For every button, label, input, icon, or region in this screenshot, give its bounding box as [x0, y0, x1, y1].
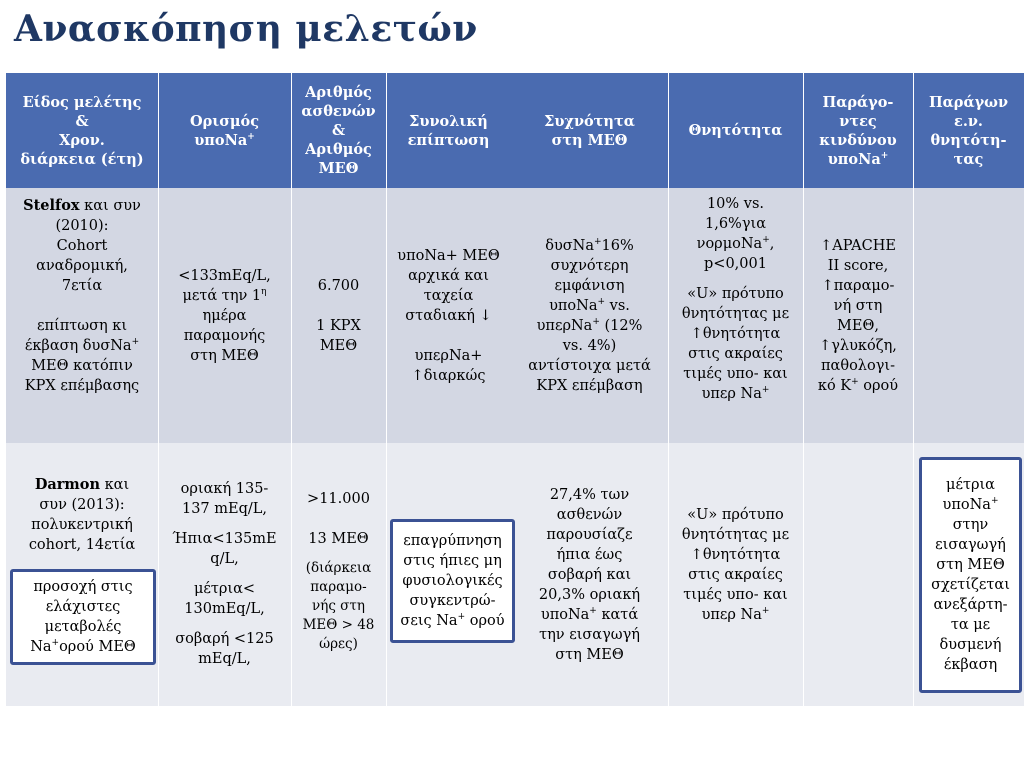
studies-table	[6, 73, 1024, 706]
mortality-factor-callout-box: μέτρια υποNa+ στην εισαγωγή στη ΜΕΘ σχετίζεται ανεξάρτη- τα με δυσμενή έκβαση	[919, 457, 1022, 693]
header-mortality-factor: Παράγων ε.ν. θνητότη- τας	[928, 93, 1009, 168]
incidence-cell: υποNa+ ΜΕΘ αρχικά και ταχεία σταδιακή ↓ υπερNa+ ↑διαρκώς	[397, 247, 500, 384]
page-title: Ανασκόπηση μελετών	[14, 8, 478, 50]
table-row	[6, 188, 1024, 443]
header-patients: Αριθμός ασθενών & Αριθμός ΜΕΘ	[301, 84, 376, 177]
header-frequency: Συχνότητα στη ΜΕΘ	[544, 112, 635, 149]
study-cell: Darmon και συν (2013): πολυκεντρική cohort, 14ετία	[28, 476, 136, 553]
definition-cell: οριακή 135- 137 mEq/L, Ήπια<135mE q/L, μέτρια< 130mEq/L, σοβαρή <125 mEq/L,	[172, 481, 277, 667]
header-study-type: Είδος μελέτης & Χρον. διάρκεια (έτη)	[20, 93, 144, 168]
risk-factors-cell: ↑APACHE II score, ↑παραμο- νή στη ΜΕΘ, ↑γλυκόζη, παθολογι- κό Κ+ ορού	[817, 237, 899, 394]
definition-cell: <133mEq/L, μετά την $1^\eta$ ημέρα παραμονής στη ΜΕΘ	[178, 267, 271, 364]
table-row	[6, 443, 1024, 706]
frequency-cell: δυσNa+16% συχνότερη εμφάνιση υποNa+ vs. υπερNa+ (12% vs. 4%) αντίστοιχα μετά ΚΡΧ επέμβαση	[528, 236, 651, 394]
table-header-row	[6, 73, 1024, 188]
study-cell: Stelfox και συν (2010): Cohort αναδρομική, 7ετία επίπτωση κι έκβαση δυσNa+ ΜΕΘ κατόπιν ΚΡΧ επέμβασης	[23, 197, 141, 394]
header-risk-factors: Παράγο- ντες κινδύνου υποNa+	[819, 93, 897, 168]
patients-cell: 6.700 1 ΚΡΧ ΜΕΘ	[316, 277, 361, 354]
study-callout-box: προσοχή στις ελάχιστες μεταβολές Na+ορού ΜΕΘ	[10, 569, 156, 665]
header-incidence: Συνολική επίπτωση	[407, 112, 490, 149]
mortality-cell: 10% vs. 1,6%για νορμοNa+, p<0,001 «U» πρότυπο θνητότητας με ↑θνητότητα στις ακραίες τιμές υπο- και υπερ Na+	[681, 196, 790, 402]
header-mortality: Θνητότητα	[688, 122, 783, 139]
incidence-callout-box: επαγρύπνηση στις ήπιες μη φυσιολογικές συγκεντρώ- σεις Na+ ορού	[390, 519, 515, 643]
frequency-cell: 27,4% των ασθενών παρουσίαζε ήπια έως σοβαρή και 20,3% οριακή υποNa+ κατά την εισαγωγή στη ΜΕΘ	[538, 487, 641, 663]
header-definition: Ορισμός υποNa+	[189, 112, 260, 149]
patients-cell: >11.000 13 ΜΕΘ (διάρκεια παραμο- νής στη ΜΕΘ > 48 ώρες)	[302, 491, 375, 652]
mortality-cell: «U» πρότυπο θνητότητας με ↑θνητότητα στις ακραίες τιμές υπο- και υπερ Na+	[681, 507, 790, 623]
